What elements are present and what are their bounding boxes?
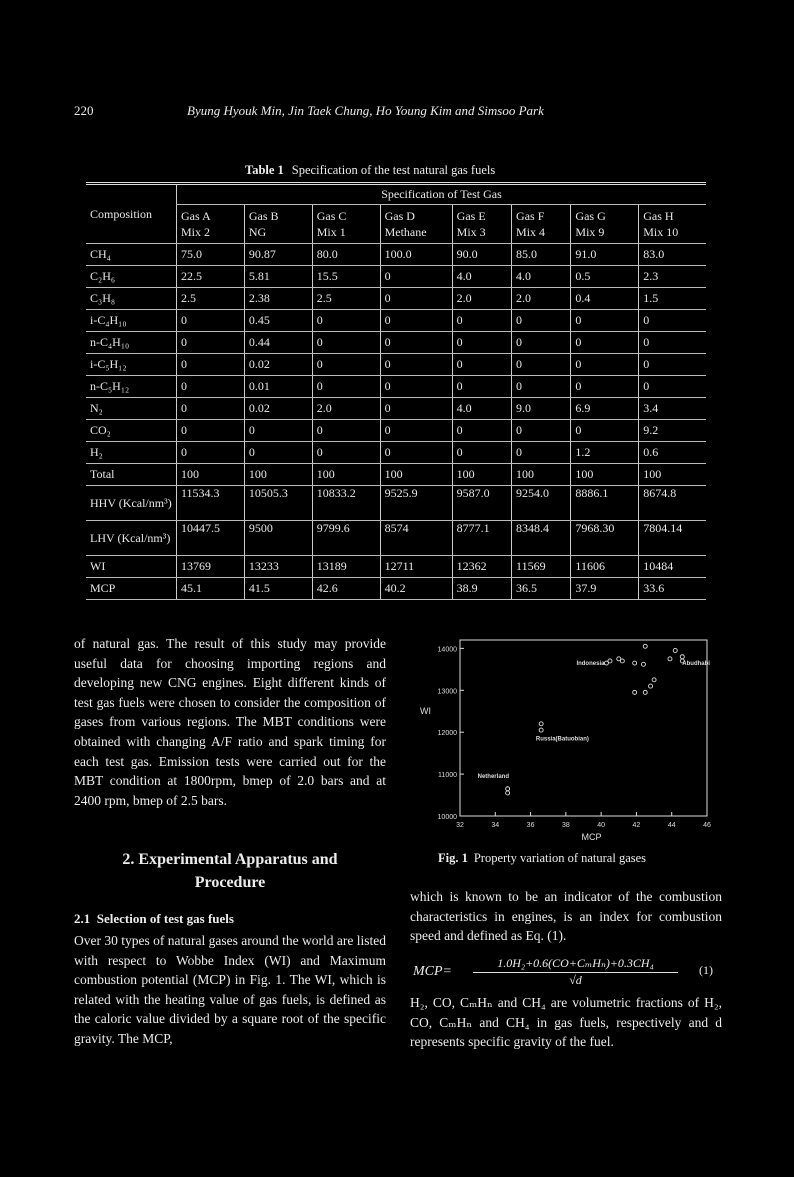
data-point (506, 787, 510, 791)
table-cell: 0.5 (571, 266, 639, 288)
table-cell: 45.1 (177, 578, 245, 600)
table-cell: 0 (312, 442, 380, 464)
table-caption-text: Specification of the test natural gas fuels (291, 163, 496, 177)
table-cell: 0 (512, 442, 571, 464)
equation-number: (1) (699, 963, 713, 977)
table-cell: 41.5 (244, 578, 312, 600)
table-cell: 0 (571, 420, 639, 442)
x-tick-label: 36 (526, 822, 535, 829)
table-cell: 33.6 (639, 578, 706, 600)
table-cell: 9799.6 (312, 521, 380, 556)
x-tick-label: 40 (597, 822, 606, 829)
equation-1 (411, 956, 721, 990)
row-label: i-C₅H₁₂ (86, 354, 177, 376)
gas-type: Mix 10 (643, 225, 679, 239)
figure-caption-text: Property variation of natural gases (473, 851, 647, 865)
table-cell: 0 (380, 288, 452, 310)
data-point (539, 728, 543, 732)
table-cell: 2.0 (452, 288, 511, 310)
table-cell: 0 (380, 442, 452, 464)
table-cell: 0 (380, 420, 452, 442)
table-cell: 100 (380, 464, 452, 486)
gas-name: Gas E (456, 209, 486, 223)
figure-label: Fig. 1 (438, 851, 468, 865)
table-cell: 0 (244, 420, 312, 442)
x-tick-label: 38 (561, 822, 570, 829)
section-title-line-1: Experimental Apparatus and (138, 851, 338, 868)
table-cell: 1.5 (639, 288, 706, 310)
annotation-label: Netherland (477, 774, 509, 781)
row-label: HHV (Kcal/nm³) (86, 486, 177, 521)
x-tick-label: 44 (667, 822, 676, 829)
gas-type: NG (248, 225, 267, 239)
data-point (643, 644, 647, 648)
table-cell: 3.4 (639, 398, 706, 420)
data-point (506, 791, 510, 795)
data-point (641, 662, 645, 666)
row-label: C₃H₈ (86, 288, 177, 310)
row-label: MCP (86, 578, 177, 600)
table-cell: 0 (452, 310, 511, 332)
data-point (673, 648, 677, 652)
table-cell: 80.0 (312, 244, 380, 266)
x-tick-label: 46 (703, 822, 711, 829)
gas-type: Mix 4 (516, 225, 546, 239)
table-cell: 0.6 (639, 442, 706, 464)
table-cell: 0.01 (244, 376, 312, 398)
annotation-label: Abudhabi (682, 661, 710, 668)
subsection-heading (74, 909, 386, 929)
table-cell: 8777.1 (452, 521, 511, 556)
table-cell: 8886.1 (571, 486, 639, 521)
subsection-number: 2.1 (74, 911, 91, 926)
section-number: 2. (122, 851, 135, 868)
table-cell: 9.0 (512, 398, 571, 420)
table-cell: 37.9 (571, 578, 639, 600)
row-label: n-C₄H₁₀ (86, 332, 177, 354)
table-cell: 0.4 (571, 288, 639, 310)
table-cell: 0.02 (244, 398, 312, 420)
table-cell: 100 (571, 464, 639, 486)
x-tick-label: 32 (456, 822, 464, 829)
table-cell: 0 (452, 442, 511, 464)
table-cell: 5.81 (244, 266, 312, 288)
equation-lhs: MCP= (413, 964, 452, 979)
data-point (620, 659, 624, 663)
table-cell: 40.2 (380, 578, 452, 600)
equation-fraction (473, 956, 678, 988)
table-cell: 0 (512, 420, 571, 442)
table-cell: 75.0 (177, 244, 245, 266)
table-cell: 90.87 (244, 244, 312, 266)
table-cell: 10484 (639, 556, 706, 578)
table-row (86, 288, 706, 310)
table-cell: 2.5 (312, 288, 380, 310)
table-cell: 0 (312, 376, 380, 398)
table-cell: 100 (177, 464, 245, 486)
table-cell: 8674.8 (639, 486, 706, 521)
table-cell: 90.0 (452, 244, 511, 266)
table-cell: 0 (639, 310, 706, 332)
y-tick-label: 11000 (438, 772, 457, 780)
x-tick-label: 42 (632, 822, 641, 829)
table-cell: 10505.3 (244, 486, 312, 521)
table-label: Table 1 (245, 163, 284, 177)
row-label: n-C₅H₁₂ (86, 376, 177, 398)
table-cell: 0 (452, 376, 511, 398)
y-tick-label: 10000 (437, 814, 457, 821)
table-cell: 100 (312, 464, 380, 486)
table-cell: 13233 (244, 556, 312, 578)
table-cell: 4.0 (512, 266, 571, 288)
table-cell: 4.0 (452, 398, 511, 420)
row-label: LHV (Kcal/nm³) (86, 521, 177, 556)
table-cell: 100 (452, 464, 511, 486)
table-row (86, 398, 706, 420)
table-cell: 0 (639, 332, 706, 354)
table-cell: 0 (312, 354, 380, 376)
gas-header (380, 205, 452, 244)
table-cell: 9525.9 (380, 486, 452, 521)
table-cell: 1.2 (571, 442, 639, 464)
data-point (668, 657, 672, 661)
gas-name: Gas G (575, 209, 606, 223)
table-cell: 0 (452, 354, 511, 376)
group-header: Specification of Test Gas (177, 184, 707, 205)
table-cell: 0 (380, 398, 452, 420)
table-cell: 4.0 (452, 266, 511, 288)
page-number: 220 (74, 103, 94, 118)
gas-header (244, 205, 312, 244)
table-gas-header-row (86, 205, 706, 244)
table-cell: 2.0 (312, 398, 380, 420)
table-row (86, 556, 706, 578)
table-row (86, 442, 706, 464)
gas-name: Gas H (643, 209, 674, 223)
gas-name: Gas C (316, 209, 347, 223)
gas-name: Gas F (516, 209, 545, 223)
table-cell: 7968.30 (571, 521, 639, 556)
table-cell: 13769 (177, 556, 245, 578)
table-cell: 9587.0 (452, 486, 511, 521)
table-header-row (86, 184, 706, 205)
table-cell: 0 (512, 332, 571, 354)
table-cell: 2.3 (639, 266, 706, 288)
table-cell: 0 (312, 332, 380, 354)
y-tick-label: 14000 (437, 646, 457, 654)
gas-header (571, 205, 639, 244)
gas-type: Mix 1 (316, 225, 346, 239)
table-cell: 0 (312, 420, 380, 442)
table-cell: 0.02 (244, 354, 312, 376)
table-cell: 0 (244, 442, 312, 464)
gas-header (452, 205, 511, 244)
composition-header: Composition (86, 184, 177, 244)
table-cell: 100.0 (380, 244, 452, 266)
annotation-label: Russia(Batuobian) (535, 736, 589, 743)
table-cell: 11569 (512, 556, 571, 578)
table-cell: 100 (639, 464, 706, 486)
table-cell: 100 (244, 464, 312, 486)
table-row (86, 266, 706, 288)
table-cell: 11534.3 (177, 486, 245, 521)
table-cell: 0 (512, 310, 571, 332)
table-cell: 0 (452, 332, 511, 354)
row-label: C₂H₆ (86, 266, 177, 288)
row-label: CO₂ (86, 420, 177, 442)
table-cell: 36.5 (512, 578, 571, 600)
table-cell: 15.5 (312, 266, 380, 288)
figure-chart (408, 634, 714, 846)
y-tick-label: 12000 (437, 730, 457, 738)
gas-header (177, 205, 245, 244)
table-cell: 22.5 (177, 266, 245, 288)
left-body-paragraph: Over 30 types of natural gases around the world are listed with respect to Wobbe Index (WI) and Maximum combustion potential (MCP) in Fig. 1. The WI, which is related with the heating value of gas fuels, is defined as the caloric value divided by a square root of the specific gravity. The MCP, (74, 933, 386, 1046)
table-cell: 12362 (452, 556, 511, 578)
x-tick-label: 34 (491, 822, 500, 829)
table-cell: 2.38 (244, 288, 312, 310)
table-cell: 0.44 (244, 332, 312, 354)
gas-type: Mix 9 (575, 225, 605, 239)
table-row (86, 420, 706, 442)
table-cell: 0 (380, 310, 452, 332)
table-cell: 0 (177, 442, 245, 464)
table-cell: 0 (177, 332, 245, 354)
gas-header (512, 205, 571, 244)
table-cell: 0 (639, 376, 706, 398)
gas-type: Mix 3 (456, 225, 486, 239)
gas-name: Gas A (181, 209, 211, 223)
table-cell: 9500 (244, 521, 312, 556)
table-row (86, 464, 706, 486)
row-label: i-C₄H₁₀ (86, 310, 177, 332)
subsection-title: Selection of test gas fuels (96, 911, 234, 926)
table-cell: 0 (177, 310, 245, 332)
table-cell: 0 (177, 376, 245, 398)
table-row (86, 578, 706, 600)
table-cell: 6.9 (571, 398, 639, 420)
table-cell: 42.6 (312, 578, 380, 600)
running-header (0, 103, 794, 121)
running-authors: Byung Hyouk Min, Jin Taek Chung, Ho Young Kim and Simsoo Park (187, 103, 544, 118)
table-row (86, 310, 706, 332)
gas-header (639, 205, 706, 244)
table-cell: 8574 (380, 521, 452, 556)
gas-type: Mix 2 (181, 225, 211, 239)
table-cell: 0 (380, 354, 452, 376)
data-point (649, 684, 653, 688)
table-cell: 0 (512, 376, 571, 398)
table-cell: 9.2 (639, 420, 706, 442)
data-point (680, 655, 684, 659)
section-title-line-2: Procedure (194, 874, 266, 891)
table-cell: 0 (380, 266, 452, 288)
table-row (86, 332, 706, 354)
table-cell: 0 (571, 310, 639, 332)
x-axis-label: MCP (581, 832, 602, 842)
table-cell: 12711 (380, 556, 452, 578)
figure-caption (438, 851, 646, 866)
row-label: Total (86, 464, 177, 486)
data-point (539, 722, 543, 726)
right-intro-paragraph: which is known to be an indicator of the combustion characteristics in engines, is an index for combustion speed and defined as Eq. (1). (410, 889, 722, 944)
table-cell: 83.0 (639, 244, 706, 266)
table-cell: 0 (571, 332, 639, 354)
gas-type: Methane (384, 225, 427, 239)
left-intro-paragraph: of natural gas. The result of this study may provide useful data for choosing importing regions and developing new CNG engines. Eight different kinds of test gas fuels were chosen to consider the composition of gases from various regions. The MBT conditions were obtained with changing A/F ratio and spark timing for each test gas. Emission tests were carried out for the MBT condition at 1800rpm, bmep of 2.0 bars and at 2400 rpm, bmep of 2.5 bars. (74, 636, 386, 808)
table-cell: 2.0 (512, 288, 571, 310)
table-cell: 100 (512, 464, 571, 486)
gas-header (312, 205, 380, 244)
data-point (633, 690, 637, 694)
table-cell: 0 (380, 376, 452, 398)
gas-name: Gas D (384, 209, 415, 223)
table-cell: 38.9 (452, 578, 511, 600)
equation-numerator: 1.0H₂+0.6(CO+CₘHₙ)+0.3CH₄ (473, 956, 678, 973)
table-cell: 0 (452, 420, 511, 442)
table-cell: 9254.0 (512, 486, 571, 521)
table-row (86, 486, 706, 521)
table-cell: 10833.2 (312, 486, 380, 521)
section-heading (74, 848, 386, 894)
annotation-label: Indonesia (576, 661, 605, 668)
row-label: WI (86, 556, 177, 578)
table-row (86, 376, 706, 398)
table-cell: 0 (571, 376, 639, 398)
table-cell: 7804.14 (639, 521, 706, 556)
table-cell: 0 (512, 354, 571, 376)
table-caption (245, 163, 495, 178)
row-label: CH₄ (86, 244, 177, 266)
gas-name: Gas B (248, 209, 279, 223)
table-cell: 0 (177, 354, 245, 376)
data-point (652, 678, 656, 682)
table-row (86, 354, 706, 376)
table-cell: 0 (380, 332, 452, 354)
row-label: N₂ (86, 398, 177, 420)
table-cell: 0 (177, 420, 245, 442)
table-cell: 10447.5 (177, 521, 245, 556)
table-row (86, 244, 706, 266)
table-cell: 0 (312, 310, 380, 332)
spec-table (86, 182, 706, 600)
y-tick-label: 13000 (437, 688, 457, 696)
data-point (604, 661, 608, 665)
table-cell: 0 (639, 354, 706, 376)
row-label: H₂ (86, 442, 177, 464)
data-point (643, 690, 647, 694)
table-cell: 11606 (571, 556, 639, 578)
equation-denominator: √d (569, 973, 582, 987)
table-cell: 0.45 (244, 310, 312, 332)
y-axis-label: WI (420, 706, 431, 717)
table-cell: 85.0 (512, 244, 571, 266)
right-after-paragraph: H₂, CO, CₘHₙ and CH₄ are volumetric fractions of H₂, CO, CₘHₙ and CH₄ in gas fuels, respectively and d represents specific gravity of the fuel. (410, 995, 722, 1050)
table-cell: 0 (571, 354, 639, 376)
table-cell: 8348.4 (512, 521, 571, 556)
table-cell: 2.5 (177, 288, 245, 310)
table-row (86, 521, 706, 556)
table-cell: 0 (177, 398, 245, 420)
table-cell: 91.0 (571, 244, 639, 266)
data-point (633, 661, 637, 665)
table-cell: 13189 (312, 556, 380, 578)
